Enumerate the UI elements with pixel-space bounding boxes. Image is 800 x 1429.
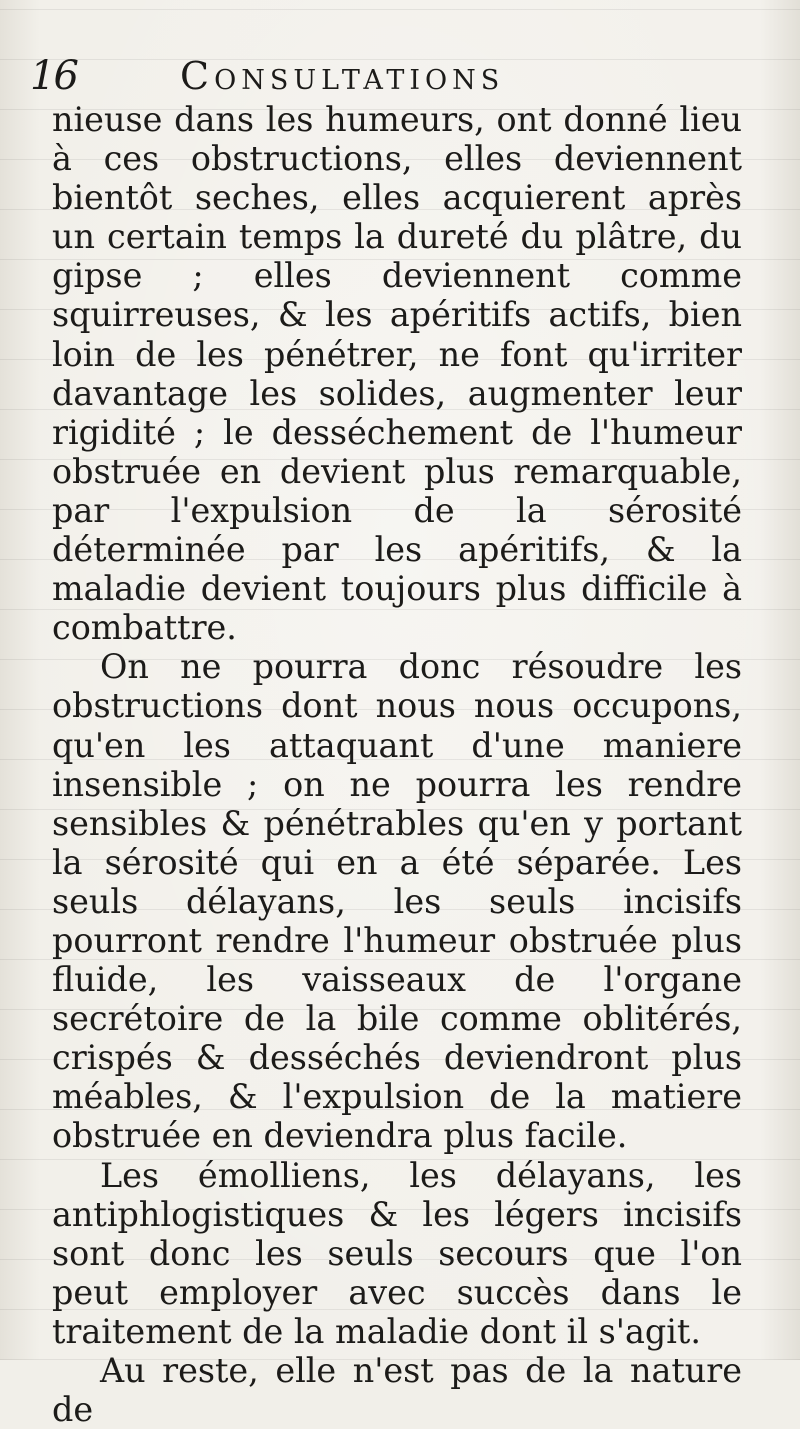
paragraph-2: On ne pourra donc résoudre les obstructions dont nous nous occupons, qu'en les attaquant d'une maniere insensible ; on ne pourra les rendre sensibles & pénétrables qu'en y portant la sérosité qui en a été séparée. Les seuls délayans, les seuls incisifs pourront rendre l'humeur obstruée plus fluide, les vaisseaux de l'organe secrétoire de la bile comme oblitérés, crispés & desséchés deviendront plus méables, & l'expulsion de la matiere obstruée en deviendra plus facile. [52, 647, 742, 1156]
paragraph-1: nieuse dans les humeurs, ont donné lieu à ces obstructions, elles deviennent bientôt seches, elles acquierent après un certain temps la dureté du plâtre, du gipse ; elles deviennent comme squirreuses, & les apéritifs actifs, bien loin de les pénétrer, ne font qu'irriter davantage les solides, augmenter leur rigidité ; le desséchement de l'humeur obstruée en devient plus remarquable, par l'expulsion de la sérosité déterminée par les apéritifs, & la maladie devient toujours plus difficile à combattre. [52, 100, 742, 648]
running-head: consultations [180, 54, 505, 98]
page-number: 16 [30, 53, 77, 99]
paragraph-4: Au reste, elle n'est pas de la nature de [52, 1351, 742, 1429]
paragraph-3: Les émolliens, les délayans, les antiphlogistiques & les légers incisifs sont donc les seuls secours que l'on peut employer avec succès dans le traitement de la maladie dont il s'agit. [52, 1155, 742, 1351]
body-text [52, 100, 742, 1429]
page-header [30, 48, 770, 104]
